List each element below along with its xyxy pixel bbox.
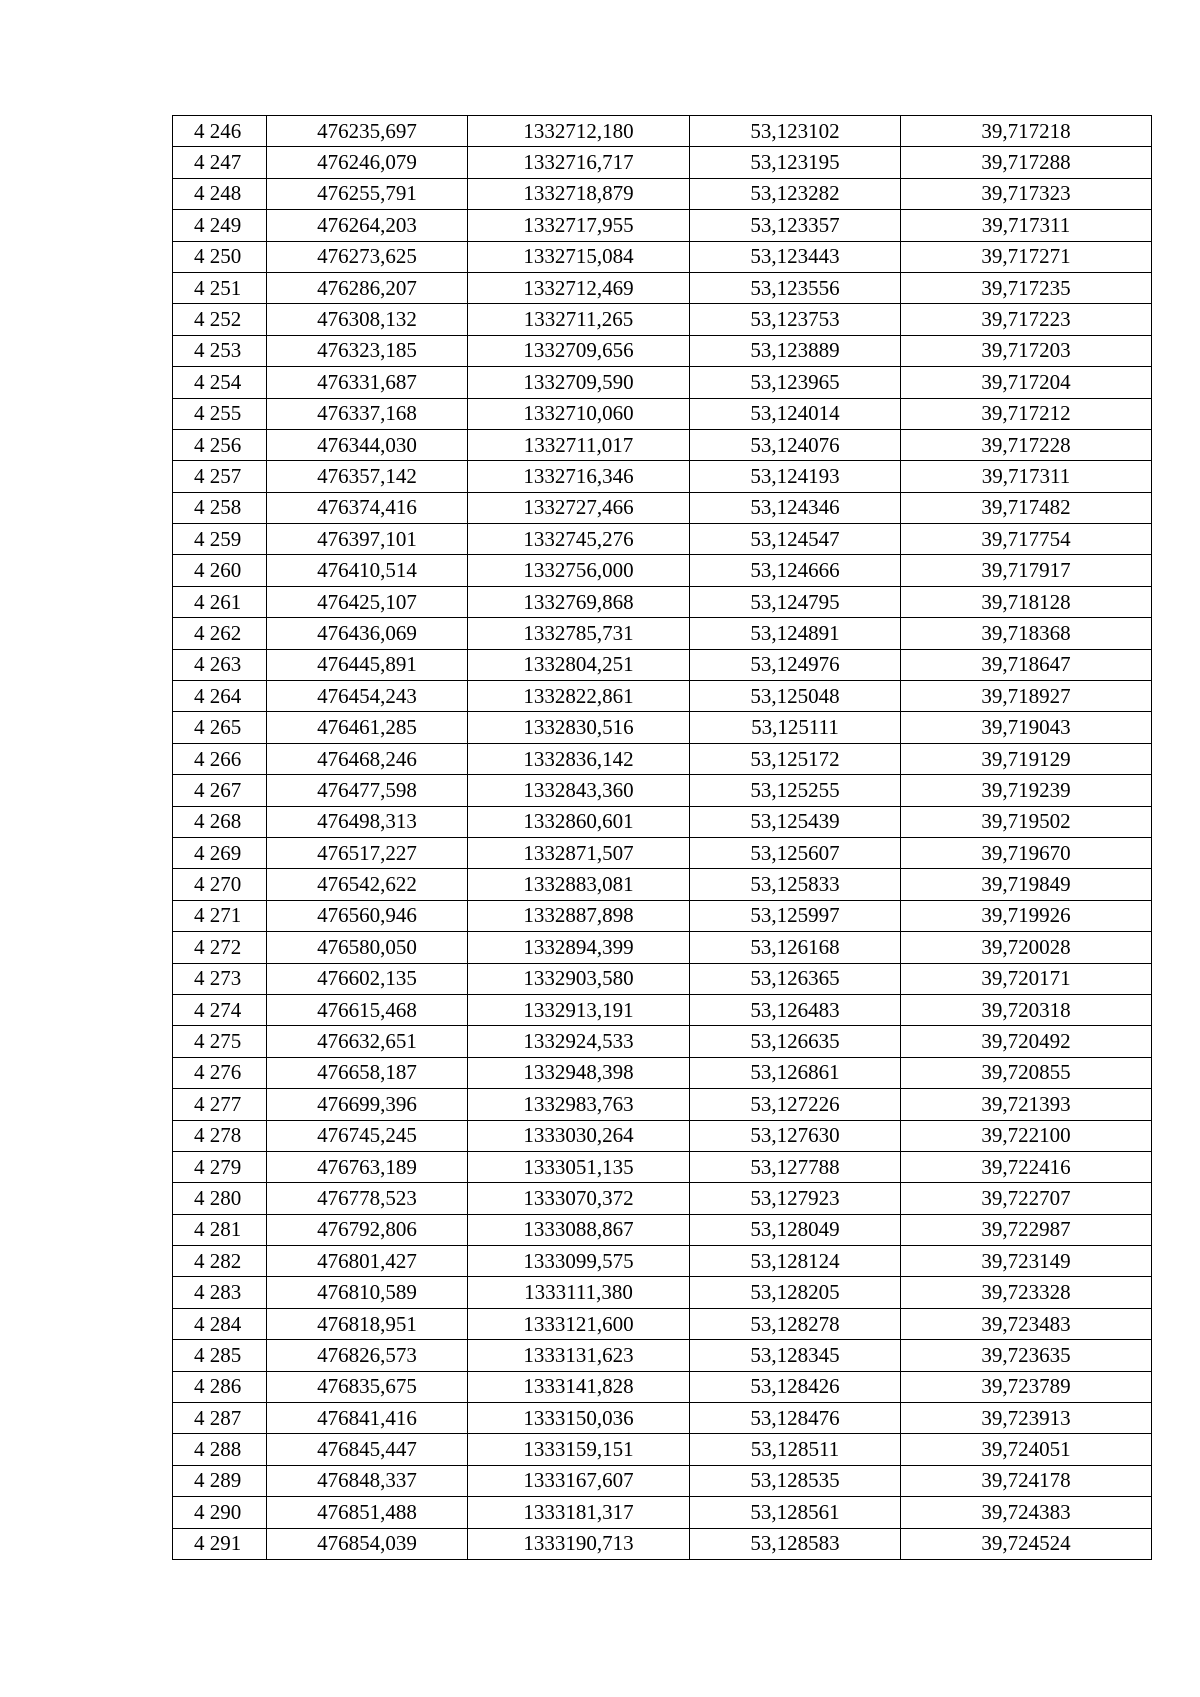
table-row xyxy=(173,461,1152,492)
y-coordinate-cell: 1332756,000 xyxy=(468,555,690,586)
latitude-cell: 53,124891 xyxy=(690,618,901,649)
longitude-cell: 39,719926 xyxy=(901,900,1152,931)
point-number-cell: 4 274 xyxy=(173,994,267,1025)
y-coordinate-cell: 1332716,346 xyxy=(468,461,690,492)
table-row xyxy=(173,241,1152,272)
point-number-cell: 4 255 xyxy=(173,398,267,429)
longitude-cell: 39,723328 xyxy=(901,1277,1152,1308)
latitude-cell: 53,125255 xyxy=(690,775,901,806)
longitude-cell: 39,717271 xyxy=(901,241,1152,272)
table-row xyxy=(173,618,1152,649)
table-row xyxy=(173,335,1152,366)
point-number-cell: 4 252 xyxy=(173,304,267,335)
longitude-cell: 39,724383 xyxy=(901,1497,1152,1528)
y-coordinate-cell: 1332924,533 xyxy=(468,1026,690,1057)
x-coordinate-cell: 476560,946 xyxy=(267,900,468,931)
longitude-cell: 39,717288 xyxy=(901,147,1152,178)
table-row xyxy=(173,1528,1152,1559)
table-row xyxy=(173,524,1152,555)
latitude-cell: 53,123102 xyxy=(690,116,901,147)
longitude-cell: 39,719043 xyxy=(901,712,1152,743)
table-row xyxy=(173,775,1152,806)
y-coordinate-cell: 1333051,135 xyxy=(468,1151,690,1182)
point-number-cell: 4 258 xyxy=(173,492,267,523)
point-number-cell: 4 261 xyxy=(173,586,267,617)
table-row xyxy=(173,367,1152,398)
x-coordinate-cell: 476273,625 xyxy=(267,241,468,272)
y-coordinate-cell: 1333159,151 xyxy=(468,1434,690,1465)
longitude-cell: 39,722100 xyxy=(901,1120,1152,1151)
point-number-cell: 4 285 xyxy=(173,1340,267,1371)
y-coordinate-cell: 1333030,264 xyxy=(468,1120,690,1151)
table-row xyxy=(173,900,1152,931)
point-number-cell: 4 266 xyxy=(173,743,267,774)
table-row xyxy=(173,743,1152,774)
latitude-cell: 53,124795 xyxy=(690,586,901,617)
x-coordinate-cell: 476818,951 xyxy=(267,1308,468,1339)
longitude-cell: 39,719849 xyxy=(901,869,1152,900)
latitude-cell: 53,123443 xyxy=(690,241,901,272)
x-coordinate-cell: 476632,651 xyxy=(267,1026,468,1057)
point-number-cell: 4 284 xyxy=(173,1308,267,1339)
point-number-cell: 4 265 xyxy=(173,712,267,743)
point-number-cell: 4 246 xyxy=(173,116,267,147)
y-coordinate-cell: 1333181,317 xyxy=(468,1497,690,1528)
x-coordinate-cell: 476854,039 xyxy=(267,1528,468,1559)
y-coordinate-cell: 1332709,656 xyxy=(468,335,690,366)
latitude-cell: 53,123965 xyxy=(690,367,901,398)
latitude-cell: 53,123357 xyxy=(690,210,901,241)
x-coordinate-cell: 476517,227 xyxy=(267,837,468,868)
longitude-cell: 39,720171 xyxy=(901,963,1152,994)
longitude-cell: 39,723483 xyxy=(901,1308,1152,1339)
y-coordinate-cell: 1332887,898 xyxy=(468,900,690,931)
point-number-cell: 4 260 xyxy=(173,555,267,586)
table-row xyxy=(173,178,1152,209)
point-number-cell: 4 283 xyxy=(173,1277,267,1308)
table-row xyxy=(173,1277,1152,1308)
x-coordinate-cell: 476658,187 xyxy=(267,1057,468,1088)
x-coordinate-cell: 476246,079 xyxy=(267,147,468,178)
latitude-cell: 53,125607 xyxy=(690,837,901,868)
latitude-cell: 53,127788 xyxy=(690,1151,901,1182)
y-coordinate-cell: 1332712,180 xyxy=(468,116,690,147)
y-coordinate-cell: 1332717,955 xyxy=(468,210,690,241)
y-coordinate-cell: 1333131,623 xyxy=(468,1340,690,1371)
point-number-cell: 4 291 xyxy=(173,1528,267,1559)
latitude-cell: 53,127923 xyxy=(690,1183,901,1214)
latitude-cell: 53,128535 xyxy=(690,1465,901,1496)
latitude-cell: 53,128124 xyxy=(690,1246,901,1277)
point-number-cell: 4 273 xyxy=(173,963,267,994)
longitude-cell: 39,719670 xyxy=(901,837,1152,868)
table-row xyxy=(173,116,1152,147)
longitude-cell: 39,724524 xyxy=(901,1528,1152,1559)
table-row xyxy=(173,806,1152,837)
y-coordinate-cell: 1333099,575 xyxy=(468,1246,690,1277)
longitude-cell: 39,717212 xyxy=(901,398,1152,429)
longitude-cell: 39,720492 xyxy=(901,1026,1152,1057)
longitude-cell: 39,719502 xyxy=(901,806,1152,837)
table-row xyxy=(173,304,1152,335)
y-coordinate-cell: 1332822,861 xyxy=(468,681,690,712)
table-row xyxy=(173,1403,1152,1434)
latitude-cell: 53,127630 xyxy=(690,1120,901,1151)
point-number-cell: 4 256 xyxy=(173,429,267,460)
coordinates-table xyxy=(172,115,1152,1560)
point-number-cell: 4 257 xyxy=(173,461,267,492)
point-number-cell: 4 270 xyxy=(173,869,267,900)
point-number-cell: 4 253 xyxy=(173,335,267,366)
x-coordinate-cell: 476792,806 xyxy=(267,1214,468,1245)
point-number-cell: 4 280 xyxy=(173,1183,267,1214)
x-coordinate-cell: 476357,142 xyxy=(267,461,468,492)
x-coordinate-cell: 476848,337 xyxy=(267,1465,468,1496)
longitude-cell: 39,720028 xyxy=(901,932,1152,963)
y-coordinate-cell: 1332711,265 xyxy=(468,304,690,335)
y-coordinate-cell: 1332860,601 xyxy=(468,806,690,837)
y-coordinate-cell: 1333167,607 xyxy=(468,1465,690,1496)
point-number-cell: 4 249 xyxy=(173,210,267,241)
longitude-cell: 39,719129 xyxy=(901,743,1152,774)
table-row xyxy=(173,1057,1152,1088)
latitude-cell: 53,126861 xyxy=(690,1057,901,1088)
x-coordinate-cell: 476344,030 xyxy=(267,429,468,460)
table-row xyxy=(173,429,1152,460)
point-number-cell: 4 264 xyxy=(173,681,267,712)
y-coordinate-cell: 1332903,580 xyxy=(468,963,690,994)
longitude-cell: 39,718647 xyxy=(901,649,1152,680)
table-row xyxy=(173,1183,1152,1214)
point-number-cell: 4 254 xyxy=(173,367,267,398)
x-coordinate-cell: 476374,416 xyxy=(267,492,468,523)
longitude-cell: 39,720855 xyxy=(901,1057,1152,1088)
table-row xyxy=(173,147,1152,178)
latitude-cell: 53,128561 xyxy=(690,1497,901,1528)
point-number-cell: 4 263 xyxy=(173,649,267,680)
latitude-cell: 53,126483 xyxy=(690,994,901,1025)
point-number-cell: 4 282 xyxy=(173,1246,267,1277)
y-coordinate-cell: 1332727,466 xyxy=(468,492,690,523)
longitude-cell: 39,717218 xyxy=(901,116,1152,147)
point-number-cell: 4 278 xyxy=(173,1120,267,1151)
latitude-cell: 53,123282 xyxy=(690,178,901,209)
x-coordinate-cell: 476235,697 xyxy=(267,116,468,147)
x-coordinate-cell: 476425,107 xyxy=(267,586,468,617)
table-row xyxy=(173,1340,1152,1371)
x-coordinate-cell: 476763,189 xyxy=(267,1151,468,1182)
latitude-cell: 53,128345 xyxy=(690,1340,901,1371)
table-row xyxy=(173,210,1152,241)
table-row xyxy=(173,272,1152,303)
latitude-cell: 53,124666 xyxy=(690,555,901,586)
longitude-cell: 39,723913 xyxy=(901,1403,1152,1434)
latitude-cell: 53,128476 xyxy=(690,1403,901,1434)
latitude-cell: 53,125833 xyxy=(690,869,901,900)
table-row xyxy=(173,1120,1152,1151)
point-number-cell: 4 262 xyxy=(173,618,267,649)
y-coordinate-cell: 1332712,469 xyxy=(468,272,690,303)
y-coordinate-cell: 1333088,867 xyxy=(468,1214,690,1245)
x-coordinate-cell: 476331,687 xyxy=(267,367,468,398)
latitude-cell: 53,124193 xyxy=(690,461,901,492)
y-coordinate-cell: 1332716,717 xyxy=(468,147,690,178)
x-coordinate-cell: 476337,168 xyxy=(267,398,468,429)
point-number-cell: 4 289 xyxy=(173,1465,267,1496)
x-coordinate-cell: 476778,523 xyxy=(267,1183,468,1214)
x-coordinate-cell: 476801,427 xyxy=(267,1246,468,1277)
longitude-cell: 39,717228 xyxy=(901,429,1152,460)
y-coordinate-cell: 1332894,399 xyxy=(468,932,690,963)
x-coordinate-cell: 476699,396 xyxy=(267,1089,468,1120)
point-number-cell: 4 277 xyxy=(173,1089,267,1120)
x-coordinate-cell: 476323,185 xyxy=(267,335,468,366)
latitude-cell: 53,128049 xyxy=(690,1214,901,1245)
latitude-cell: 53,123889 xyxy=(690,335,901,366)
latitude-cell: 53,127226 xyxy=(690,1089,901,1120)
point-number-cell: 4 288 xyxy=(173,1434,267,1465)
y-coordinate-cell: 1333190,713 xyxy=(468,1528,690,1559)
x-coordinate-cell: 476602,135 xyxy=(267,963,468,994)
point-number-cell: 4 286 xyxy=(173,1371,267,1402)
longitude-cell: 39,718927 xyxy=(901,681,1152,712)
table-row xyxy=(173,994,1152,1025)
x-coordinate-cell: 476810,589 xyxy=(267,1277,468,1308)
point-number-cell: 4 290 xyxy=(173,1497,267,1528)
x-coordinate-cell: 476580,050 xyxy=(267,932,468,963)
point-number-cell: 4 281 xyxy=(173,1214,267,1245)
table-row xyxy=(173,963,1152,994)
table-row xyxy=(173,1308,1152,1339)
x-coordinate-cell: 476745,245 xyxy=(267,1120,468,1151)
longitude-cell: 39,724051 xyxy=(901,1434,1152,1465)
y-coordinate-cell: 1332785,731 xyxy=(468,618,690,649)
x-coordinate-cell: 476835,675 xyxy=(267,1371,468,1402)
longitude-cell: 39,721393 xyxy=(901,1089,1152,1120)
table-row xyxy=(173,1434,1152,1465)
point-number-cell: 4 250 xyxy=(173,241,267,272)
latitude-cell: 53,124014 xyxy=(690,398,901,429)
longitude-cell: 39,717754 xyxy=(901,524,1152,555)
latitude-cell: 53,128278 xyxy=(690,1308,901,1339)
y-coordinate-cell: 1332843,360 xyxy=(468,775,690,806)
coordinates-table-body xyxy=(173,116,1152,1560)
latitude-cell: 53,124976 xyxy=(690,649,901,680)
point-number-cell: 4 275 xyxy=(173,1026,267,1057)
table-row xyxy=(173,1151,1152,1182)
x-coordinate-cell: 476477,598 xyxy=(267,775,468,806)
longitude-cell: 39,717323 xyxy=(901,178,1152,209)
longitude-cell: 39,719239 xyxy=(901,775,1152,806)
point-number-cell: 4 251 xyxy=(173,272,267,303)
x-coordinate-cell: 476498,313 xyxy=(267,806,468,837)
y-coordinate-cell: 1332711,017 xyxy=(468,429,690,460)
point-number-cell: 4 259 xyxy=(173,524,267,555)
y-coordinate-cell: 1332769,868 xyxy=(468,586,690,617)
latitude-cell: 53,125048 xyxy=(690,681,901,712)
y-coordinate-cell: 1332836,142 xyxy=(468,743,690,774)
table-row xyxy=(173,649,1152,680)
x-coordinate-cell: 476841,416 xyxy=(267,1403,468,1434)
x-coordinate-cell: 476286,207 xyxy=(267,272,468,303)
table-row xyxy=(173,1371,1152,1402)
table-row xyxy=(173,586,1152,617)
point-number-cell: 4 287 xyxy=(173,1403,267,1434)
x-coordinate-cell: 476264,203 xyxy=(267,210,468,241)
latitude-cell: 53,123195 xyxy=(690,147,901,178)
y-coordinate-cell: 1333111,380 xyxy=(468,1277,690,1308)
table-row xyxy=(173,1246,1152,1277)
y-coordinate-cell: 1332948,398 xyxy=(468,1057,690,1088)
latitude-cell: 53,128511 xyxy=(690,1434,901,1465)
longitude-cell: 39,723149 xyxy=(901,1246,1152,1277)
x-coordinate-cell: 476851,488 xyxy=(267,1497,468,1528)
longitude-cell: 39,717204 xyxy=(901,367,1152,398)
x-coordinate-cell: 476445,891 xyxy=(267,649,468,680)
latitude-cell: 53,124346 xyxy=(690,492,901,523)
y-coordinate-cell: 1332913,191 xyxy=(468,994,690,1025)
table-row xyxy=(173,681,1152,712)
y-coordinate-cell: 1332745,276 xyxy=(468,524,690,555)
longitude-cell: 39,718128 xyxy=(901,586,1152,617)
latitude-cell: 53,126365 xyxy=(690,963,901,994)
point-number-cell: 4 276 xyxy=(173,1057,267,1088)
table-row xyxy=(173,555,1152,586)
longitude-cell: 39,720318 xyxy=(901,994,1152,1025)
y-coordinate-cell: 1332883,081 xyxy=(468,869,690,900)
point-number-cell: 4 271 xyxy=(173,900,267,931)
table-row xyxy=(173,1089,1152,1120)
y-coordinate-cell: 1333121,600 xyxy=(468,1308,690,1339)
point-number-cell: 4 269 xyxy=(173,837,267,868)
y-coordinate-cell: 1332715,084 xyxy=(468,241,690,272)
point-number-cell: 4 248 xyxy=(173,178,267,209)
latitude-cell: 53,124076 xyxy=(690,429,901,460)
table-row xyxy=(173,1214,1152,1245)
table-row xyxy=(173,1497,1152,1528)
longitude-cell: 39,717917 xyxy=(901,555,1152,586)
x-coordinate-cell: 476826,573 xyxy=(267,1340,468,1371)
table-row xyxy=(173,837,1152,868)
longitude-cell: 39,723635 xyxy=(901,1340,1152,1371)
x-coordinate-cell: 476436,069 xyxy=(267,618,468,649)
point-number-cell: 4 247 xyxy=(173,147,267,178)
point-number-cell: 4 279 xyxy=(173,1151,267,1182)
longitude-cell: 39,717482 xyxy=(901,492,1152,523)
x-coordinate-cell: 476454,243 xyxy=(267,681,468,712)
point-number-cell: 4 272 xyxy=(173,932,267,963)
longitude-cell: 39,722707 xyxy=(901,1183,1152,1214)
latitude-cell: 53,125439 xyxy=(690,806,901,837)
latitude-cell: 53,126168 xyxy=(690,932,901,963)
longitude-cell: 39,717311 xyxy=(901,461,1152,492)
y-coordinate-cell: 1332804,251 xyxy=(468,649,690,680)
latitude-cell: 53,123556 xyxy=(690,272,901,303)
table-row xyxy=(173,1026,1152,1057)
y-coordinate-cell: 1332871,507 xyxy=(468,837,690,868)
longitude-cell: 39,717223 xyxy=(901,304,1152,335)
point-number-cell: 4 268 xyxy=(173,806,267,837)
table-row xyxy=(173,869,1152,900)
y-coordinate-cell: 1332718,879 xyxy=(468,178,690,209)
point-number-cell: 4 267 xyxy=(173,775,267,806)
x-coordinate-cell: 476255,791 xyxy=(267,178,468,209)
y-coordinate-cell: 1333150,036 xyxy=(468,1403,690,1434)
latitude-cell: 53,125111 xyxy=(690,712,901,743)
y-coordinate-cell: 1332709,590 xyxy=(468,367,690,398)
x-coordinate-cell: 476845,447 xyxy=(267,1434,468,1465)
longitude-cell: 39,717311 xyxy=(901,210,1152,241)
table-row xyxy=(173,932,1152,963)
longitude-cell: 39,717203 xyxy=(901,335,1152,366)
longitude-cell: 39,722416 xyxy=(901,1151,1152,1182)
latitude-cell: 53,125997 xyxy=(690,900,901,931)
table-row xyxy=(173,398,1152,429)
latitude-cell: 53,123753 xyxy=(690,304,901,335)
latitude-cell: 53,125172 xyxy=(690,743,901,774)
longitude-cell: 39,723789 xyxy=(901,1371,1152,1402)
latitude-cell: 53,128426 xyxy=(690,1371,901,1402)
longitude-cell: 39,718368 xyxy=(901,618,1152,649)
table-row xyxy=(173,712,1152,743)
x-coordinate-cell: 476410,514 xyxy=(267,555,468,586)
latitude-cell: 53,128583 xyxy=(690,1528,901,1559)
y-coordinate-cell: 1333070,372 xyxy=(468,1183,690,1214)
y-coordinate-cell: 1332830,516 xyxy=(468,712,690,743)
longitude-cell: 39,722987 xyxy=(901,1214,1152,1245)
x-coordinate-cell: 476461,285 xyxy=(267,712,468,743)
y-coordinate-cell: 1332710,060 xyxy=(468,398,690,429)
latitude-cell: 53,126635 xyxy=(690,1026,901,1057)
latitude-cell: 53,124547 xyxy=(690,524,901,555)
latitude-cell: 53,128205 xyxy=(690,1277,901,1308)
longitude-cell: 39,717235 xyxy=(901,272,1152,303)
y-coordinate-cell: 1332983,763 xyxy=(468,1089,690,1120)
x-coordinate-cell: 476468,246 xyxy=(267,743,468,774)
x-coordinate-cell: 476615,468 xyxy=(267,994,468,1025)
x-coordinate-cell: 476542,622 xyxy=(267,869,468,900)
y-coordinate-cell: 1333141,828 xyxy=(468,1371,690,1402)
x-coordinate-cell: 476397,101 xyxy=(267,524,468,555)
table-row xyxy=(173,492,1152,523)
table-row xyxy=(173,1465,1152,1496)
longitude-cell: 39,724178 xyxy=(901,1465,1152,1496)
x-coordinate-cell: 476308,132 xyxy=(267,304,468,335)
